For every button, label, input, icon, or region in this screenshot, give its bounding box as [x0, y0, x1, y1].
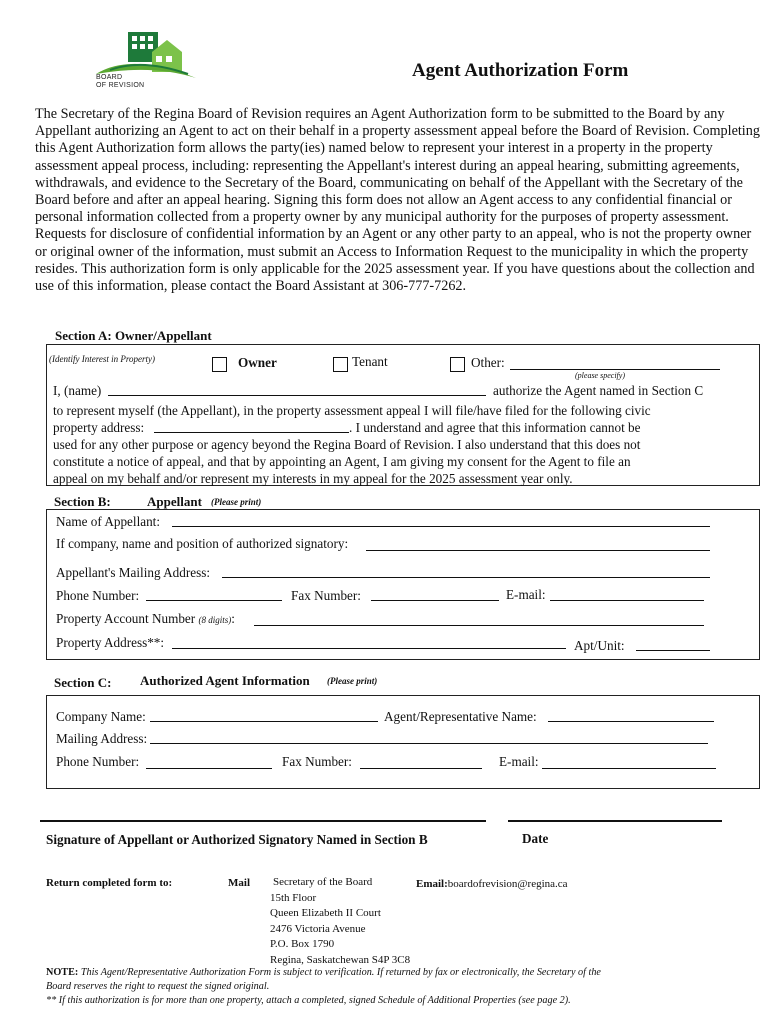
signature-line[interactable] — [40, 820, 486, 822]
section-a-line-2: . I understand and agree that this information cannot be — [349, 420, 641, 435]
section-a-line-5: appeal on my behalf and/or represent my interests in my appeal for the 2025 assessment year only. — [53, 471, 573, 486]
date-line[interactable] — [508, 820, 722, 822]
property-account-text: Property Account Number — [56, 611, 196, 626]
return-label: Return completed form to: — [46, 877, 173, 889]
apt-unit-line[interactable] — [636, 650, 710, 651]
tenant-label: Tenant — [352, 354, 388, 369]
address-line: 2476 Victoria Avenue — [270, 922, 366, 935]
owner-label: Owner — [238, 355, 277, 370]
appellant-email-label: E-mail: — [506, 587, 546, 602]
tenant-checkbox[interactable] — [333, 357, 348, 372]
note-block — [46, 966, 766, 1008]
logo-line-2: OF REVISION — [96, 82, 145, 89]
property-address-line[interactable] — [154, 432, 349, 433]
note-text-2: Board reserves the right to request the signed original. — [46, 981, 270, 992]
section-a-title: Section A: Owner/Appellant — [55, 328, 212, 343]
agent-company-line[interactable] — [150, 721, 378, 722]
other-specify-line[interactable] — [510, 369, 720, 370]
name-label: I, (name) — [53, 383, 102, 398]
appellant-name-line[interactable] — [172, 526, 710, 527]
date-label: Date — [522, 831, 549, 846]
section-b-property-address-label: Property Address**: — [56, 635, 165, 650]
agent-company-label: Company Name: — [56, 709, 146, 724]
appellant-fax-line[interactable] — [371, 600, 499, 601]
section-b-title: Appellant — [147, 494, 202, 509]
property-account-label — [56, 611, 235, 627]
logo-line-1: BOARD — [96, 74, 123, 81]
email-address-link[interactable]: boardofrevision@regina.ca — [447, 878, 568, 890]
section-b-print: (Please print) — [211, 497, 262, 507]
other-checkbox[interactable] — [450, 357, 465, 372]
address-line: Regina, Saskatchewan S4P 3C8 — [270, 953, 411, 966]
property-account-colon: : — [231, 611, 235, 626]
return-email — [416, 878, 568, 890]
appellant-mailing-label: Appellant's Mailing Address: — [56, 565, 211, 580]
board-logo — [92, 30, 204, 92]
appellant-email-line[interactable] — [550, 600, 704, 601]
section-b-label: Section B: — [54, 494, 111, 509]
authorize-text: authorize the Agent named in Section C — [493, 383, 704, 398]
appellant-fax-label: Fax Number: — [291, 588, 361, 603]
section-a-line-1: to represent myself (the Appellant), in the property assessment appeal I will file/have filed for the following civic — [53, 403, 651, 418]
section-c-print: (Please print) — [327, 676, 378, 686]
address-line: 15th Floor — [270, 891, 317, 904]
address-line: Secretary of the Board — [273, 876, 373, 888]
agent-phone-line[interactable] — [146, 768, 272, 769]
owner-name-line[interactable] — [108, 395, 486, 396]
section-b-property-address-line[interactable] — [172, 648, 566, 649]
section-a-line-4: constitute a notice of appeal, and that by appointing an Agent, I am giving my consent for the Agent to file an — [53, 454, 631, 469]
other-label: Other: — [471, 355, 505, 370]
agent-fax-label: Fax Number: — [282, 754, 352, 769]
agent-name-label: Agent/Representative Name: — [384, 709, 537, 724]
page-title: Agent Authorization Form — [412, 60, 629, 81]
intro-paragraph: The Secretary of the Regina Board of Revision requires an Agent Authorization form to be submitted to the Board by any Appellant authorizing an Agent to act on their behalf in a property assessment appeal before the Board of Revision. Completing this Agent Authorization form allows the party(ies) named below to represent your interest in a property in the property assessment appeal process, including: representing the Appellant's interest during an appeal hearing, submitting agreements, withdrawals, and evidence to the Secretary of the Board, communicating on behalf of the Appellant with the Secretary of the Board before and after an appeal hearing. Signing this form does not allow an Agent access to any confidential financial or personal information collected from a property owner by any municipal authority for the purposes of property assessment. Requests for disclosure of confidential information by an Agent or any other party to an appeal, who is not the property owner or original owner of the information, must submit an Access to Information Request to the municipality in which the property resides. This authorization form is only applicable for the 2025 assessment year. If you have questions about the collection and use of this information, please contact the Board Assistant at 306-777-7262. — [35, 106, 760, 295]
agent-fax-line[interactable] — [360, 768, 482, 769]
address-line: Queen Elizabeth II Court — [270, 907, 381, 919]
identify-interest-label: (Identify Interest in Property) — [49, 354, 156, 364]
signature-label: Signature of Appellant or Authorized Signatory Named in Section B — [46, 832, 428, 847]
appellant-phone-label: Phone Number: — [56, 588, 140, 603]
appellant-name-label: Name of Appellant: — [56, 514, 161, 529]
note-text-3: ** If this authorization is for more than one property, attach a completed, signed Schedule of Additional Properties (see page 2). — [46, 995, 571, 1006]
section-a-line-3: used for any other purpose or agency beyond the Regina Board of Revision. I also understand that this does not — [53, 437, 641, 452]
property-address-label: property address: — [53, 420, 145, 435]
email-label: Email: — [416, 878, 448, 890]
company-signatory-line[interactable] — [366, 550, 710, 551]
owner-checkbox[interactable] — [212, 357, 227, 372]
agent-phone-label: Phone Number: — [56, 754, 140, 769]
note-label: NOTE: — [46, 967, 79, 978]
agent-mailing-label: Mailing Address: — [56, 731, 148, 746]
appellant-phone-line[interactable] — [146, 600, 282, 601]
property-account-line[interactable] — [254, 625, 704, 626]
company-signatory-label: If company, name and position of authorized signatory: — [56, 536, 349, 551]
mailing-address-block — [270, 875, 410, 968]
agent-mailing-line[interactable] — [150, 743, 708, 744]
agent-email-line[interactable] — [542, 768, 716, 769]
section-c-title: Authorized Agent Information — [140, 673, 310, 688]
eight-digits-hint: (8 digits) — [198, 615, 232, 625]
note-text-1: This Agent/Representative Authorization Form is subject to verification. If returned by fax or electronically, the Secretary of the — [78, 967, 601, 978]
apt-unit-label: Apt/Unit: — [574, 638, 625, 653]
appellant-mailing-line[interactable] — [222, 577, 710, 578]
please-specify-hint: (please specify) — [575, 371, 625, 380]
mail-label: Mail — [228, 877, 250, 889]
section-c-label: Section C: — [54, 675, 112, 690]
agent-name-line[interactable] — [548, 721, 714, 722]
agent-email-label: E-mail: — [499, 754, 539, 769]
address-line: P.O. Box 1790 — [270, 938, 335, 950]
